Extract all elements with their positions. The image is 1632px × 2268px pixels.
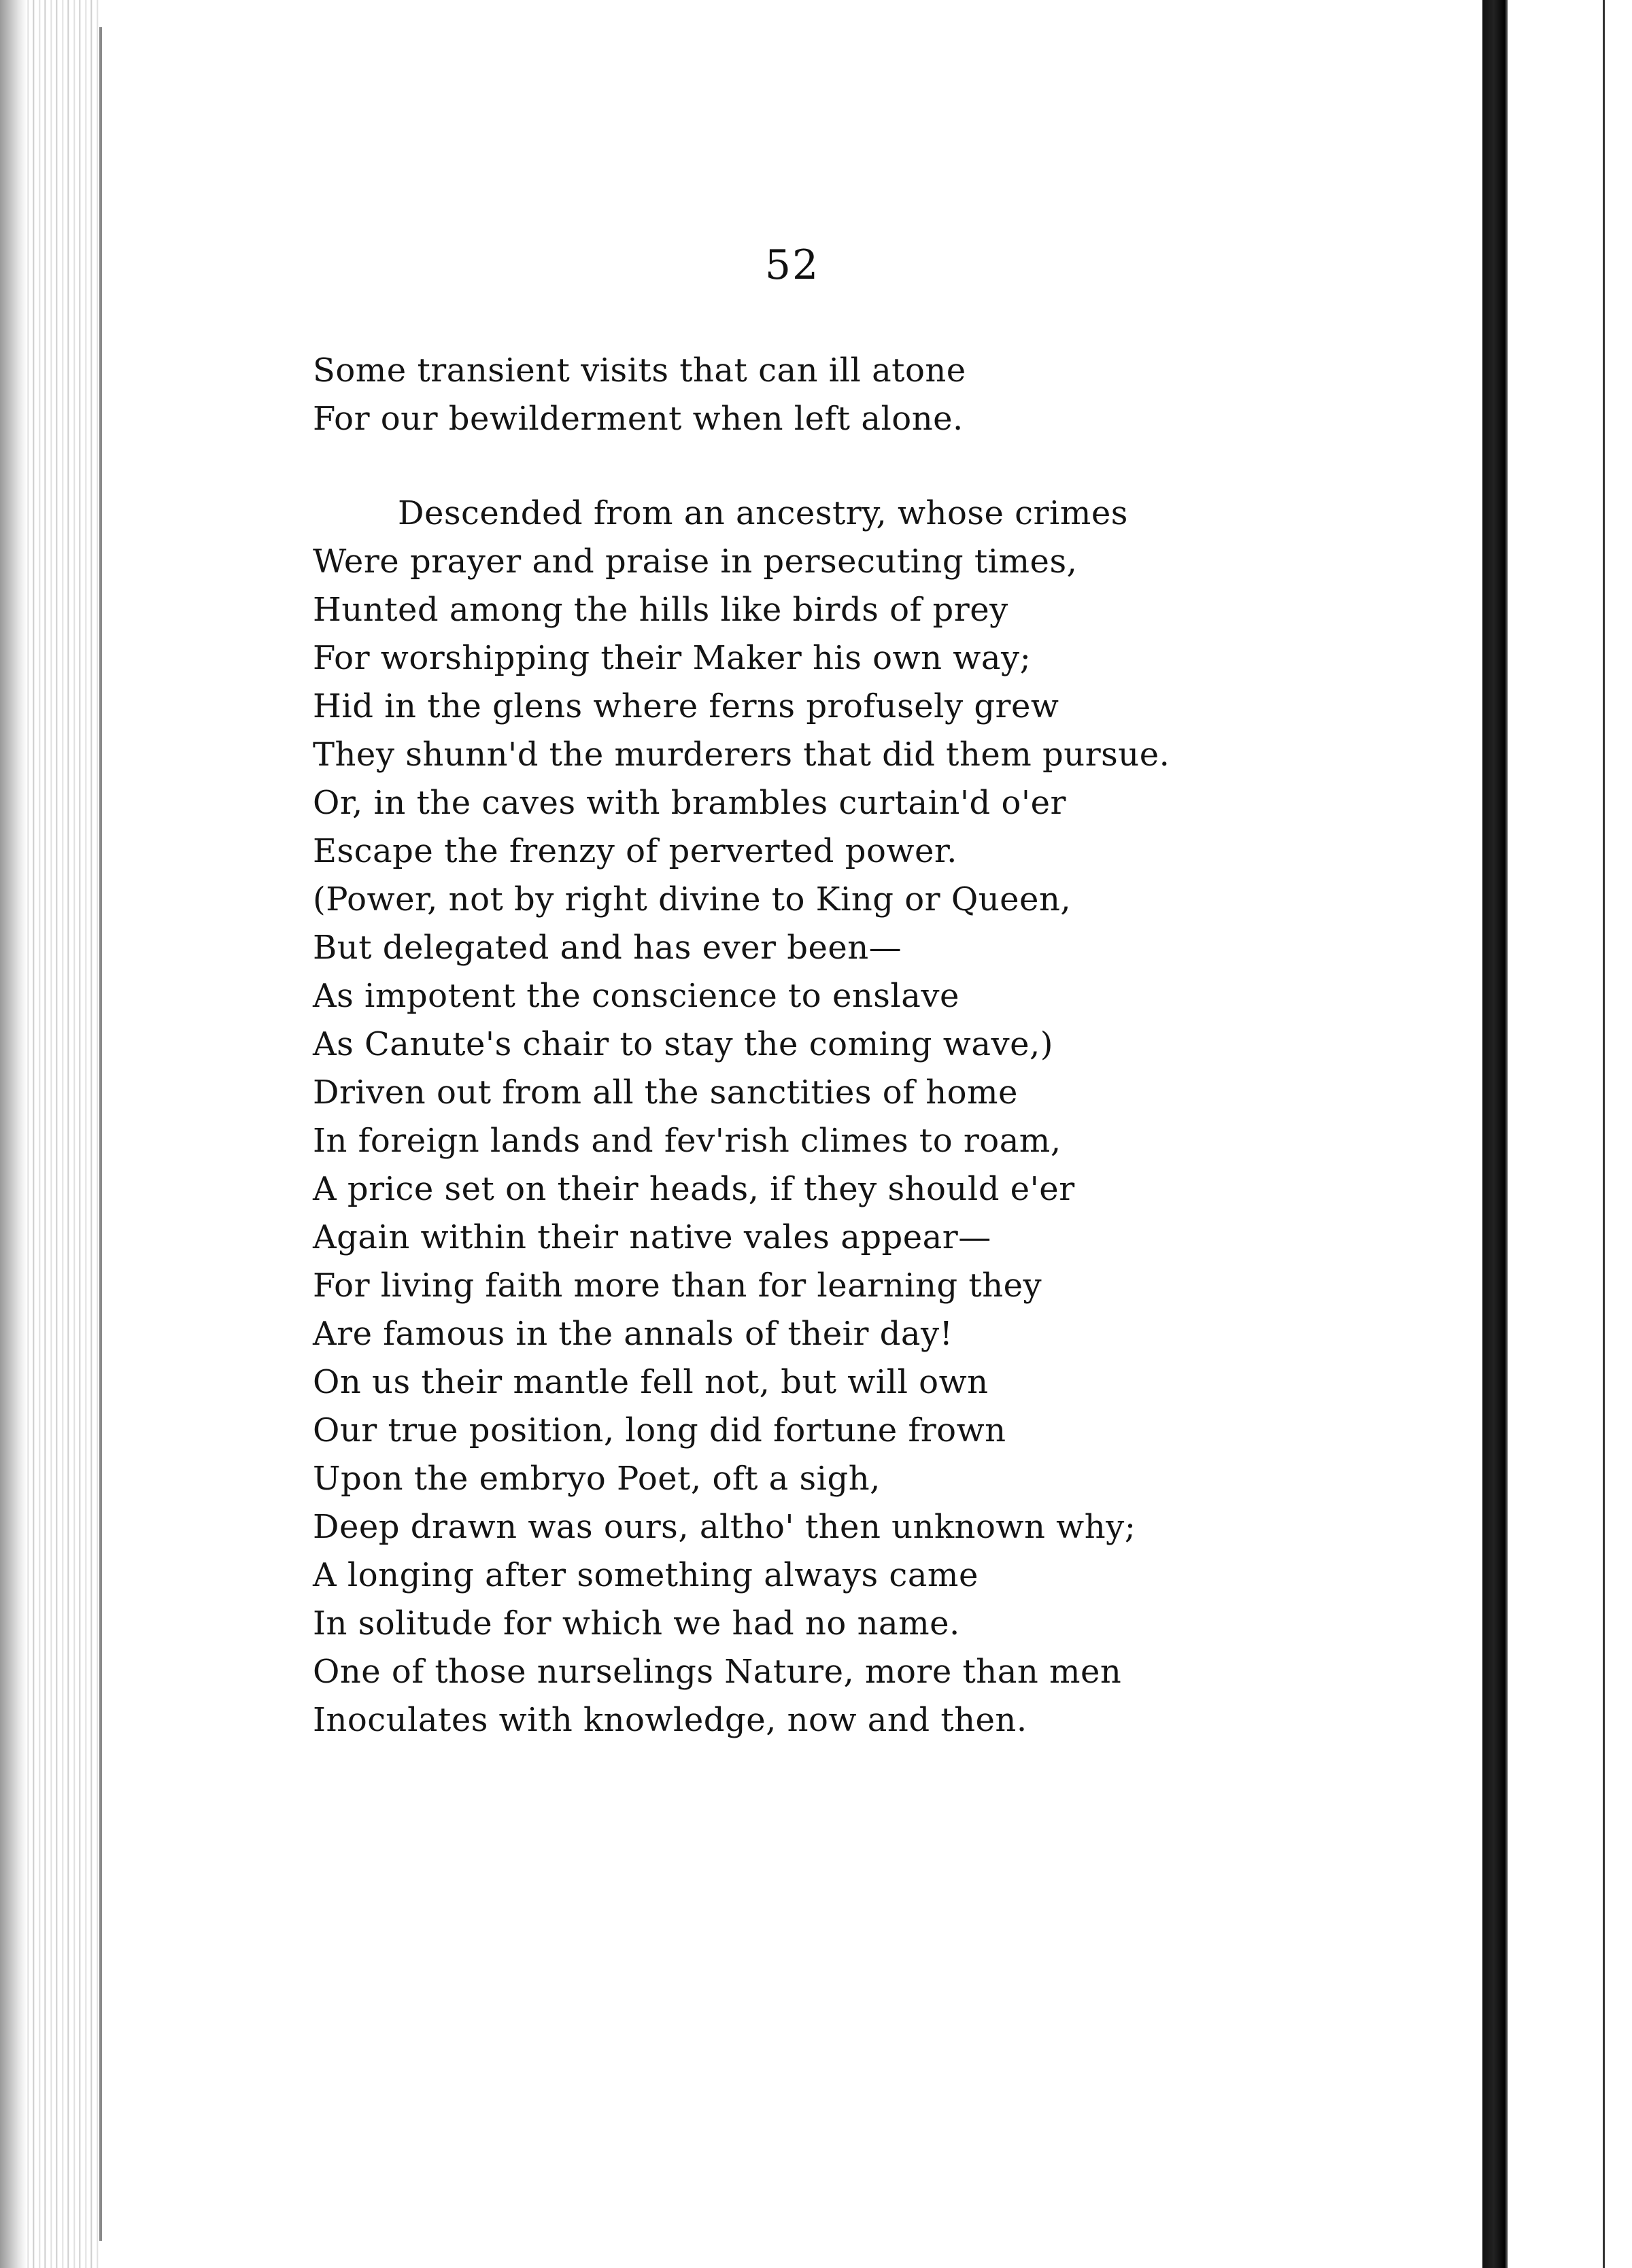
poem-line: They shunn'd the murderers that did them pursue. [313, 736, 1170, 774]
poem-line: Hunted among the hills like birds of prey [313, 591, 1008, 629]
poem-text [313, 347, 1469, 1745]
poem-line: Escape the frenzy of perverted power. [313, 832, 957, 870]
page-number: 52 [764, 241, 820, 289]
poem-line: For living faith more than for learning they [313, 1267, 1042, 1305]
stanza-break [313, 443, 1469, 489]
poem-line: Driven out from all the sanctities of home [313, 1073, 1018, 1112]
poem-line: (Power, not by right divine to King or Queen, [313, 880, 1072, 918]
poem-line: Inoculates with knowledge, now and then. [313, 1701, 1027, 1739]
poem-line: In foreign lands and fev'rish climes to roam, [313, 1122, 1061, 1160]
poem-line: Or, in the caves with brambles curtain'd o'er [313, 784, 1066, 822]
page-edges [0, 0, 102, 2268]
poem-line: For worshipping their Maker his own way; [313, 639, 1032, 677]
poem-line: On us their mantle fell not, but will own [313, 1363, 989, 1401]
poem-line: Descended from an ancestry, whose crimes [398, 494, 1128, 532]
facing-page-edge [1506, 0, 1632, 2268]
poem-line: Hid in the glens where ferns profusely grew [313, 687, 1059, 725]
poem-line: Our true position, long did fortune frown [313, 1411, 1006, 1449]
poem-line: As impotent the conscience to enslave [313, 977, 959, 1015]
poem-line: For our bewilderment when left alone. [313, 400, 964, 438]
poem-line: A price set on their heads, if they should e'er [313, 1170, 1075, 1208]
poem-line: A longing after something always came [313, 1556, 979, 1594]
poem-line: As Canute's chair to stay the coming wave,) [313, 1025, 1053, 1063]
poem-line: Some transient visits that can ill atone [313, 351, 966, 390]
book-page [102, 20, 1482, 2244]
poem-line: One of those nurselings Nature, more than men [313, 1653, 1122, 1691]
poem-line: Again within their native vales appear— [313, 1218, 991, 1256]
poem-line: Are famous in the annals of their day! [313, 1315, 953, 1353]
book-binding [1482, 0, 1506, 2268]
poem-line: Deep drawn was ours, altho' then unknown why; [313, 1508, 1136, 1546]
poem-line: But delegated and has ever been— [313, 929, 902, 967]
poem-line: In solitude for which we had no name. [313, 1604, 960, 1643]
poem-line: Were prayer and praise in persecuting times, [313, 543, 1078, 581]
poem-line: Upon the embryo Poet, oft a sigh, [313, 1460, 881, 1498]
